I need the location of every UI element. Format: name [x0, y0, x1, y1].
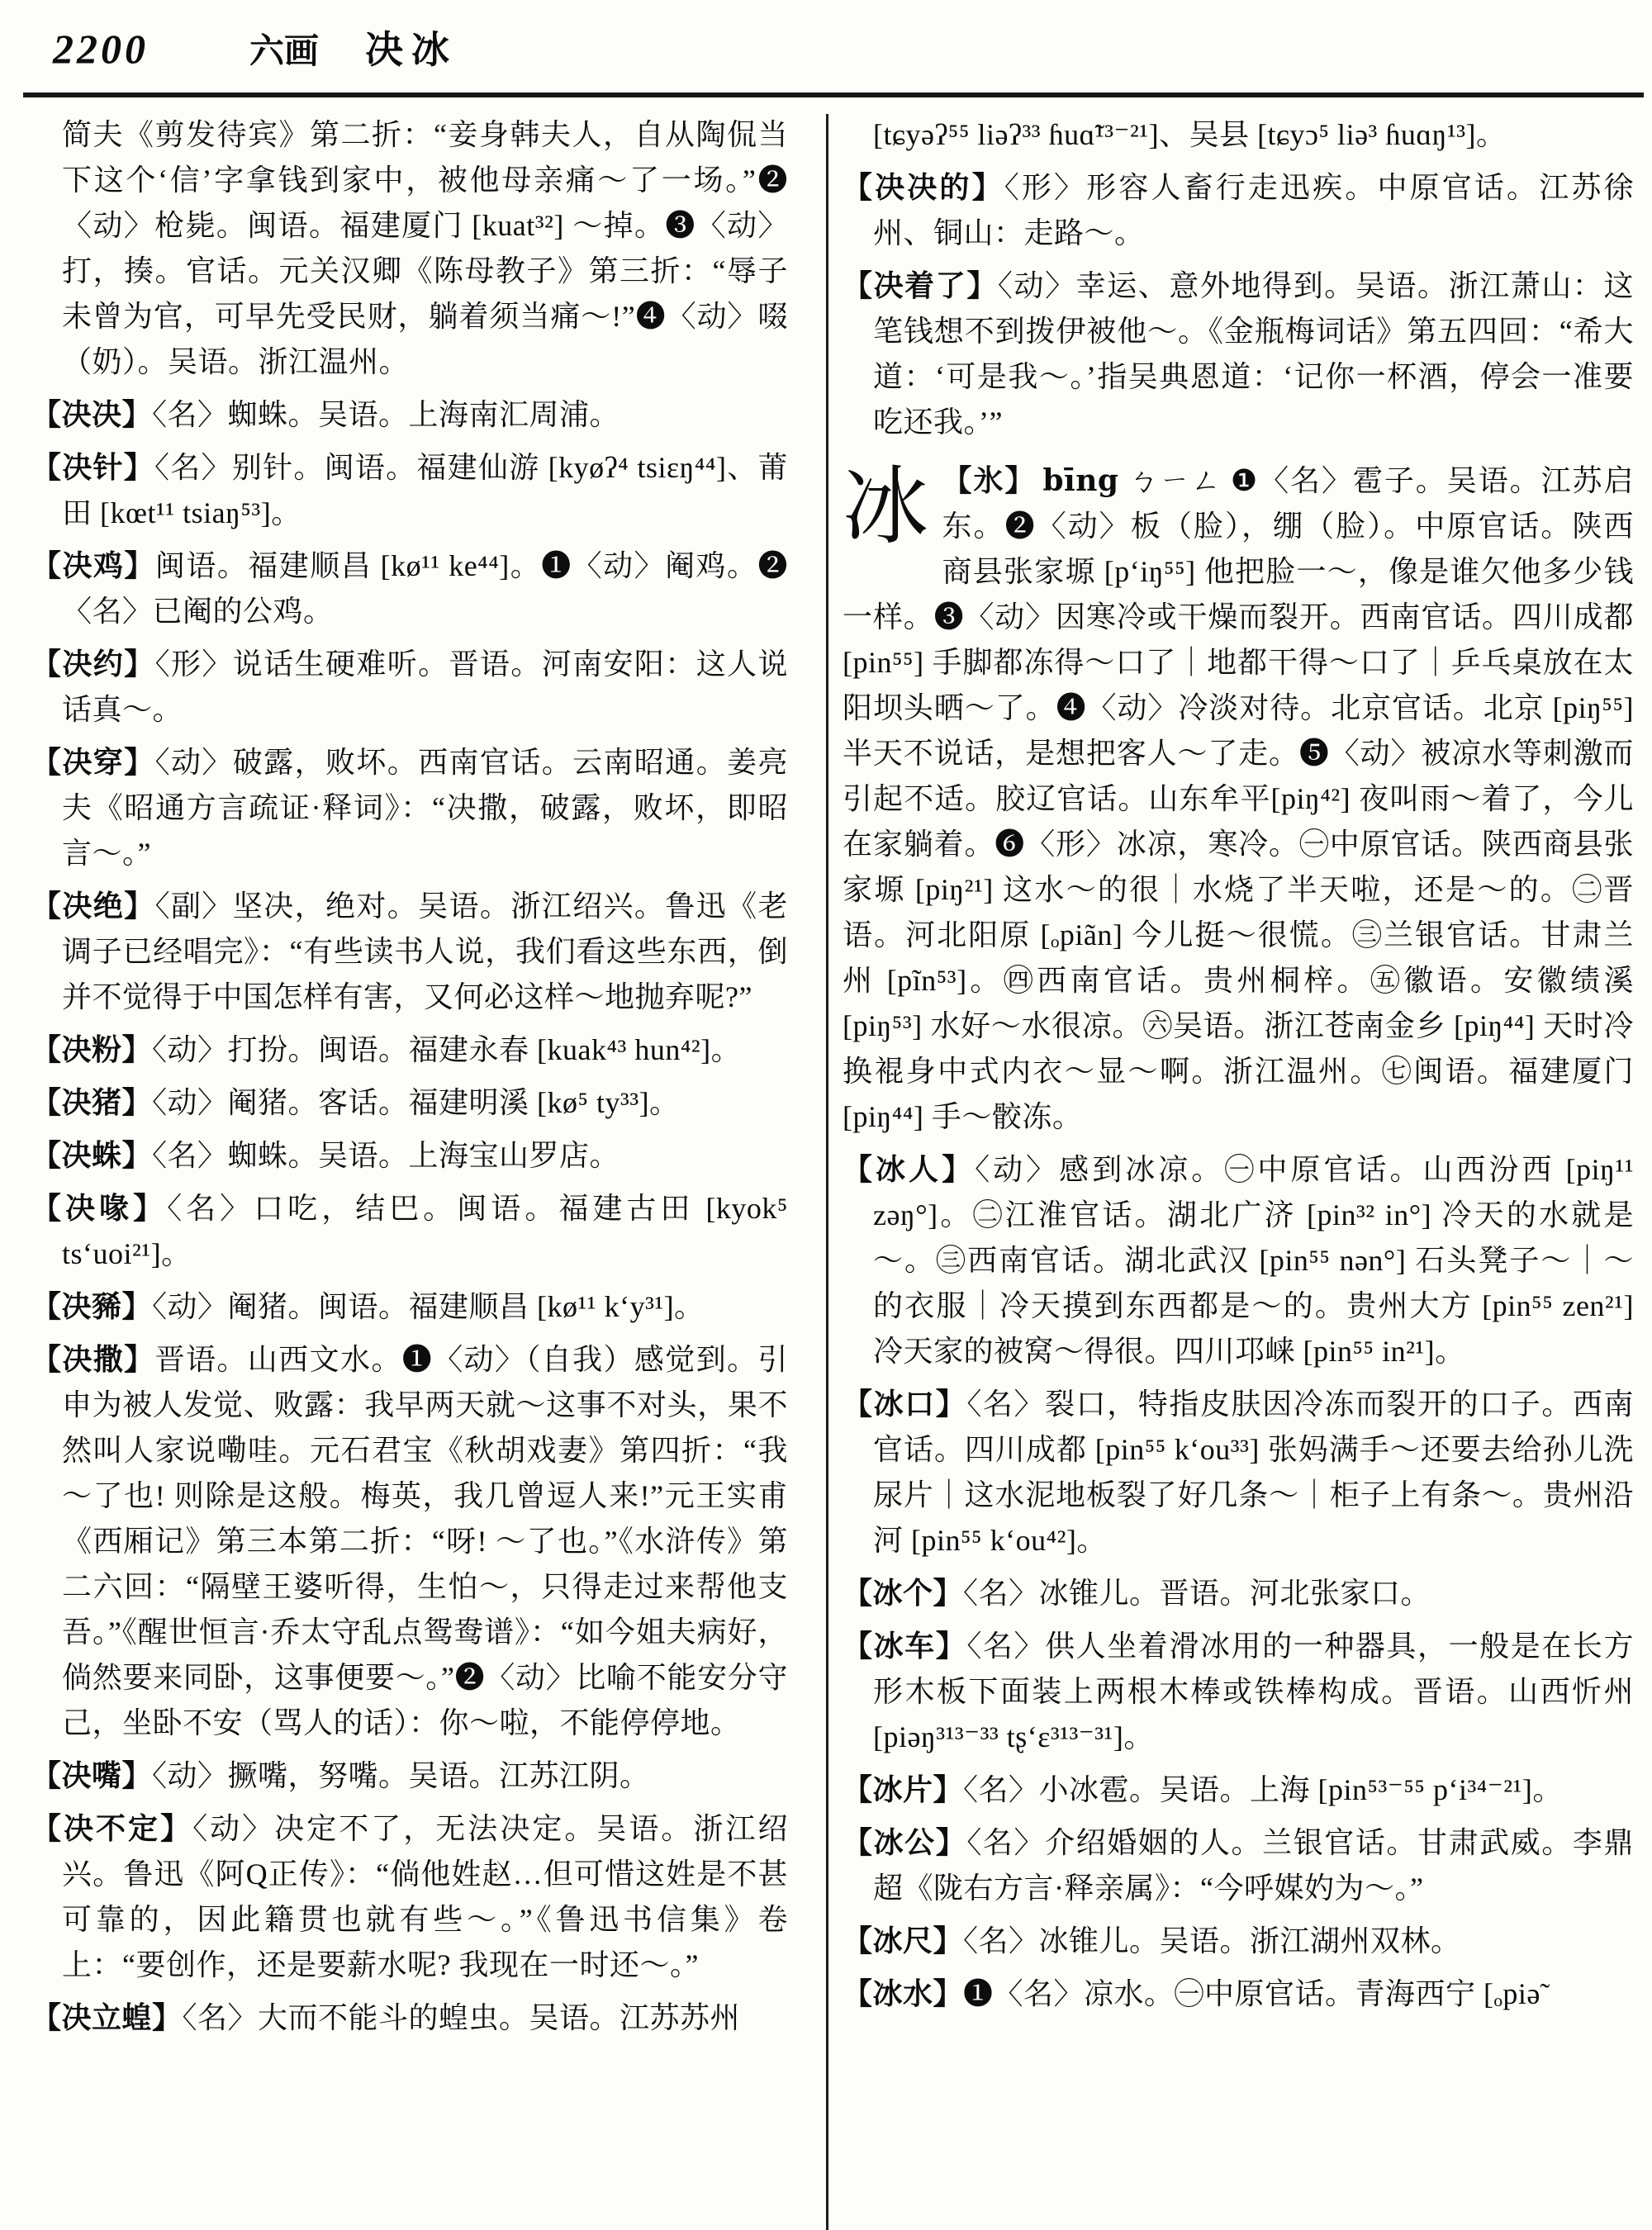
header-rule — [23, 93, 1644, 97]
stroke-section-label: 六画 — [249, 33, 320, 71]
entry-body: 〈动〉撅嘴，努嘴。吴语。江苏江阴。 — [152, 1759, 650, 1792]
continuation-paragraph: 简夫《剪发待宾》第二折：“妾身韩夫人，自从陶侃当下这个‘信’字拿钱到家中，被他母亲痛～了一场。”❷〈动〉枪毙。闽语。福建厦门 [kuat³²] ～掉。❸〈动〉打，揍。官话。元关汉卿《陈母教子》第三折：“辱子未曾为官，可早先受民财，躺着须当痛～!”❹〈动〉啜（奶）。吴语。浙江温州。 — [62, 118, 788, 378]
entry-body: 〈动〉感到冰凉。㊀中原官话。山西汾西 [piŋ¹¹ zəŋ°]。㊁江淮官话。湖北广济 [pin³² in°] 冷天的水就是～。㊂西南官话。湖北武汉 [pin⁵⁵ nən°] 石头凳子～｜～的衣服｜冷天摸到东西都是～的。贵州大方 [pin⁵⁵ zen²¹] 冷天家的被窝～得很。四川邛崃 [pin⁵⁵ in²¹]。 — [873, 1153, 1634, 1368]
entry-headword: 【冰公】 — [843, 1826, 967, 1859]
entry-body: 〈副〉坚决，绝对。吴语。浙江绍兴。鲁迅《老调子已经唱完》：“有些读书人说，我们看这些东西，倒并不觉得于中国怎样有害，又何必这样～地抛弃呢?” — [62, 890, 788, 1013]
dict-entry — [31, 445, 788, 536]
main-headword-character: 冰 — [843, 460, 929, 555]
entry-headword: 【决决的】 — [843, 171, 1004, 204]
entry-headword: 【决猪】 — [31, 1086, 153, 1119]
entry-headword: 【决着了】 — [843, 269, 998, 302]
entry-body: 〈名〉介绍婚姻的人。兰银官话。甘肃武威。李鼎超《陇右方言·释亲属》：“今呼媒妁为～。” — [873, 1826, 1634, 1905]
entry-body: 晋语。山西文水。❶〈动〉（自我）感觉到。引申为被人发觉、败露：我早两天就～这事不对头，果不然叫人家说嘞哇。元石君宝《秋胡戏妻》第四折：“我～了也! 则除是这般。梅英，我几曾逗人来!”元王实甫《西厢记》第三本第二折：“呀! ～了也。”《水浒传》第二六回：“隔壁王婆听得，生怕～，只得走过来帮他支吾。”《醒世恒言·乔太守乱点鸳鸯谱》：“如今姐夫病好，倘然要来同卧，这事便要～。”❷〈动〉比喻不能安分守己，坐卧不安（骂人的话）：你～啦，不能停停地。 — [62, 1343, 788, 1739]
main-headword-variant: 【氷】 — [942, 464, 1037, 497]
entry-headword: 【决豨】 — [31, 1290, 153, 1323]
entry-body: 〈动〉阉猪。闽语。福建顺昌 [kø¹¹ kʻy³¹]。 — [152, 1290, 705, 1323]
entry-body: 〈名〉蜘蛛。吴语。上海宝山罗店。 — [152, 1139, 620, 1172]
entry-body: 闽语。福建顺昌 [kø¹¹ ke⁴⁴]。❶〈动〉阉鸡。❷〈名〉已阉的公鸡。 — [62, 549, 788, 628]
entry-body: 〈动〉打扮。闽语。福建永春 [kuak⁴³ hun⁴²]。 — [152, 1033, 742, 1066]
entry-body: ❶〈名〉雹子。吴语。江苏启东。❷〈动〉板（脸），绷（脸）。中原官话。陕西商县张家塬 [pʻiŋ⁵⁵] 他把脸一～，像是谁欠他多少钱一样。❸〈动〉因寒冷或干燥而裂开。西南官话。四川成都[pin⁵⁵] 手脚都冻得～口了｜地都干得～口了｜乒乓桌放在太阳坝头晒～了。❹〈动〉冷淡对待。北京官话。北京 [piŋ⁵⁵] 半天不说话，是想把客人～了走。❺〈动〉被凉水等刺激而引起不适。胶辽官话。山东牟平[piŋ⁴²] 夜叫雨～着了，今儿在家躺着。❻〈形〉冰凉，寒冷。㊀中原官话。陕西商县张家塬 [piŋ²¹] 这水～的很｜水烧了半天啦，还是～的。㊁晋语。河北阳原 [ₒpiãn] 今儿挺～很慌。㊂兰银官话。甘肃兰州 [pĩn⁵³]。㊃西南官话。贵州桐梓。㊄徽语。安徽绩溪 [piŋ⁵³] 水好～水很凉。㊅吴语。浙江苍南金乡 [piŋ⁴⁴] 天时冷换裩身中式内衣～显～啊。浙江温州。㊆闽语。福建厦门 [piŋ⁴⁴] 手～骹冻。 — [843, 464, 1634, 1133]
entry-body: 〈名〉供人坐着滑冰用的一种器具，一般是在长方形木板下面装上两根木棒或铁棒构成。晋语。山西忻州 [piəŋ³¹³⁻³³ tʂʻɛ³¹³⁻³¹]。 — [873, 1630, 1634, 1753]
entry-headword: 【决粉】 — [31, 1033, 153, 1066]
dict-entry — [843, 1382, 1634, 1563]
dict-entry — [31, 1753, 788, 1799]
dict-entry — [31, 1806, 788, 1988]
dict-entry — [843, 1767, 1634, 1813]
dict-entry — [843, 165, 1634, 256]
entry-body: 〈动〉阉猪。客话。福建明溪 [kø⁵ ty³³]。 — [152, 1086, 680, 1119]
dict-entry — [843, 1820, 1634, 1911]
entry-body: 〈名〉小冰雹。吴语。上海 [pin⁵³⁻⁵⁵ pʻi³⁴⁻²¹]。 — [963, 1773, 1563, 1806]
page-header — [53, 20, 1635, 74]
entry-body: 〈名〉别针。闽语。福建仙游 [kyøʔ⁴ tsiɛŋ⁴⁴]、莆田 [kœt¹¹ tsiaŋ⁵³]。 — [62, 451, 788, 529]
entry-headword: 【决绝】 — [31, 890, 155, 923]
dict-entry — [31, 543, 788, 634]
entry-headword: 【冰口】 — [843, 1388, 967, 1421]
dict-entry — [843, 1971, 1634, 2017]
main-zhuyin: ㄅㄧㄥ — [1127, 464, 1222, 497]
entry-headword: 【冰尺】 — [843, 1924, 964, 1957]
entry-body: 〈名〉大而不能斗的蝗虫。吴语。江苏苏州 — [182, 2001, 741, 2034]
entry-headword: 【冰个】 — [843, 1577, 964, 1610]
dict-entry — [31, 1995, 788, 2041]
entry-body: 〈形〉说话生硬难听。晋语。河南安阳：这人说话真～。 — [62, 648, 788, 726]
dict-entry — [31, 392, 788, 438]
dict-entry — [843, 1571, 1634, 1616]
dict-entry — [31, 740, 788, 876]
entry-body: 〈动〉决定不了，无法决定。吴语。浙江绍兴。鲁迅《阿Q正传》：“倘他姓赵…但可惜这姓是不甚可靠的，因此籍贯也就有些～。”《鲁迅书信集》卷上：“要创作，还是要薪水呢? 我现在一时还～。” — [62, 1812, 788, 1981]
dict-entry — [31, 1080, 788, 1126]
right-column — [843, 112, 1634, 2017]
entry-body: 〈名〉冰锥儿。吴语。浙江湖州双林。 — [963, 1924, 1461, 1957]
entry-headword: 【决约】 — [31, 648, 155, 681]
entry-headword: 【决立蝗】 — [31, 2001, 183, 2034]
dict-entry — [31, 1027, 788, 1073]
entry-headword: 【冰人】 — [843, 1153, 976, 1186]
column-divider — [826, 114, 828, 2230]
dict-entry — [31, 1284, 788, 1330]
section-characters: 决冰 — [365, 29, 458, 71]
dict-entry — [31, 1133, 788, 1179]
entry-body: 〈形〉形容人畜行走迅疾。中原官话。江苏徐州、铜山：走路～。 — [873, 171, 1634, 249]
continuation-paragraph: [tɕyəʔ⁵⁵ liəʔ³³ ɦuɑ̃¹³⁻²¹]、吴县 [tɕyɔ⁵ liə³ ɦuɑŋ¹³]。 — [873, 118, 1507, 151]
entry-headword: 【决喙】 — [31, 1192, 168, 1225]
entry-body: 〈名〉冰锥儿。晋语。河北张家口。 — [963, 1577, 1431, 1610]
entry-body: ❶〈名〉凉水。㊀中原官话。青海西宁 [ₒpiə̃ — [963, 1977, 1540, 2010]
entry-headword: 【决不定】 — [31, 1812, 193, 1845]
entry-headword: 【冰片】 — [843, 1773, 964, 1806]
left-column — [31, 112, 788, 2041]
main-pinyin: bīng — [1042, 463, 1119, 498]
dict-entry — [843, 263, 1634, 445]
entry-headword: 【决穿】 — [31, 746, 155, 779]
entry-headword: 【决撒】 — [31, 1343, 155, 1376]
entry-headword: 【决嘴】 — [31, 1759, 153, 1792]
page-number: 2200 — [53, 26, 149, 72]
dict-entry — [31, 1337, 788, 1746]
dict-entry — [843, 1147, 1634, 1374]
dict-entry — [843, 1624, 1634, 1760]
dict-entry — [31, 642, 788, 733]
dict-entry — [843, 1919, 1634, 1964]
entry-headword: 【冰车】 — [843, 1630, 967, 1663]
entry-headword: 【决针】 — [31, 451, 155, 484]
entry-body: 〈动〉破露，败坏。西南官话。云南昭通。姜亮夫《昭通方言疏证·释词》：“决撒，破露，败坏，即昭言～。” — [62, 746, 788, 870]
entry-body: 〈名〉裂口，特指皮肤因冷冻而裂开的口子。西南官话。四川成都 [pin⁵⁵ kʻou³³] 张妈满手～还要去给孙儿洗尿片｜这水泥地板裂了好几条～｜柜子上有条～。贵州沿河 [pin⁵⁵ kʻou⁴²]。 — [873, 1388, 1634, 1557]
entry-body: 〈名〉蜘蛛。吴语。上海南汇周浦。 — [152, 398, 620, 431]
dict-entry-main — [843, 458, 1634, 1140]
entry-body: 〈动〉幸运、意外地得到。吴语。浙江萧山：这笔钱想不到拨伊被他～。《金瓶梅词话》第五四回：“希大道：‘可是我～。’指吴典恩道：‘记你一杯酒，停会一准要吃还我。’” — [873, 269, 1634, 439]
entry-headword: 【决鸡】 — [31, 549, 155, 582]
entry-headword: 【决决】 — [31, 398, 153, 431]
dict-entry — [31, 1186, 788, 1277]
entry-headword: 【决蛛】 — [31, 1139, 153, 1172]
entry-headword: 【冰水】 — [843, 1977, 964, 2010]
dict-entry — [31, 884, 788, 1020]
entry-body: 〈名〉口吃，结巴。闽语。福建古田 [kyok⁵ tsʻuoi²¹]。 — [62, 1192, 788, 1270]
